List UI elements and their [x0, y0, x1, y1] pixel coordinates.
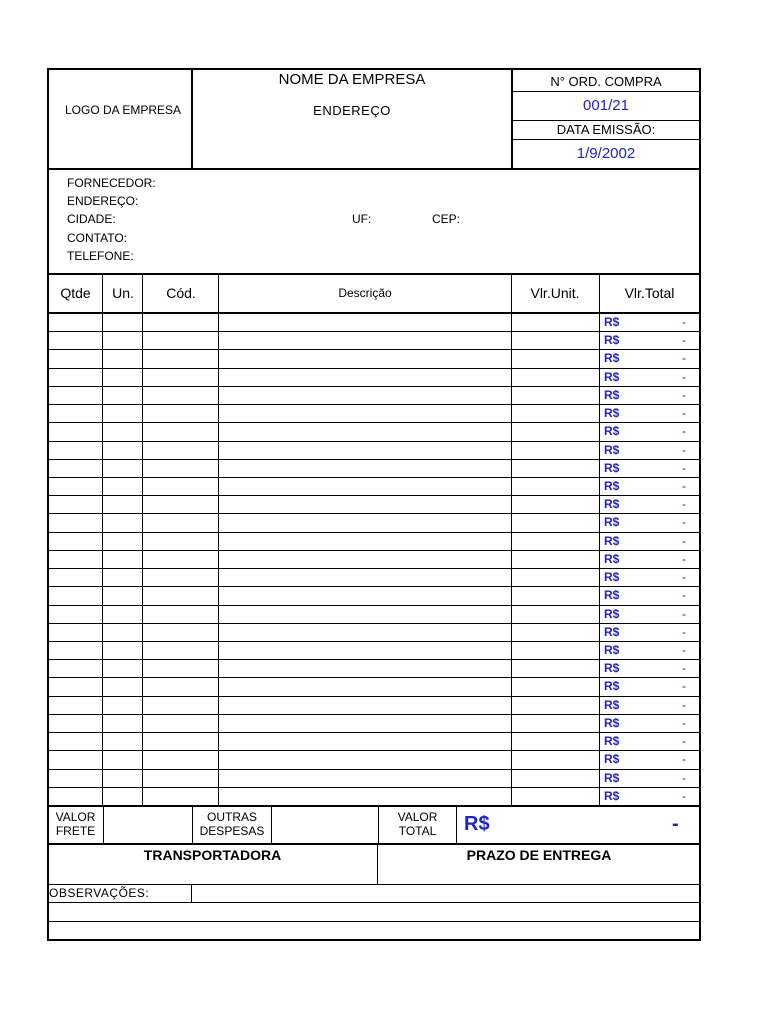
col-vlr-total: Vlr.Total [624, 285, 675, 301]
freight-label-1: VALOR [55, 810, 96, 824]
contact-label: CONTATO: [67, 231, 127, 245]
row-total-value: - [682, 570, 686, 585]
row-total-value: - [682, 351, 686, 366]
supplier-address-label: ENDEREÇO: [67, 194, 139, 208]
other-expenses-label-2: DESPESAS [199, 824, 265, 838]
row-currency: R$ [604, 369, 620, 384]
city-label: CIDADE: [67, 212, 116, 226]
row-currency: R$ [604, 752, 620, 767]
table-row[interactable] [48, 513, 700, 531]
row-total-value: - [682, 315, 686, 329]
carrier-label: TRANSPORTADORA [143, 847, 282, 863]
row-total-value: - [682, 333, 686, 348]
company-logo: LOGO DA EMPRESA [65, 103, 182, 117]
row-currency: R$ [604, 715, 620, 730]
row-total-value: - [682, 387, 686, 402]
other-expenses-field[interactable] [272, 807, 377, 842]
table-row[interactable] [48, 441, 700, 459]
total-label-1: VALOR [397, 810, 438, 824]
row-currency: R$ [604, 351, 620, 366]
other-expenses-label-1: OUTRAS [206, 810, 257, 824]
row-currency: R$ [604, 588, 620, 603]
row-total-value: - [682, 460, 686, 475]
row-total-value: - [682, 752, 686, 767]
row-total-value: - [682, 424, 686, 439]
supplier-label: FORNECEDOR: [67, 176, 156, 190]
table-row[interactable] [48, 495, 700, 513]
freight-value-field[interactable] [104, 807, 191, 842]
row-currency: R$ [604, 661, 620, 676]
col-cod: Cód. [166, 285, 196, 301]
row-total-value: - [682, 497, 686, 512]
table-row[interactable] [48, 787, 700, 805]
state-label: UF: [352, 212, 372, 226]
col-qtde: Qtde [60, 285, 91, 301]
observations-field[interactable] [192, 885, 700, 902]
issue-date-label: DATA EMISSÃO: [556, 122, 656, 137]
row-currency: R$ [604, 442, 620, 457]
row-currency: R$ [604, 734, 620, 749]
row-total-value: - [682, 770, 686, 785]
table-row[interactable] [48, 750, 700, 768]
row-total-value: - [682, 734, 686, 749]
row-currency: R$ [604, 479, 620, 493]
row-currency: R$ [604, 515, 620, 530]
row-currency: R$ [604, 333, 620, 348]
col-descricao: Descrição [338, 286, 392, 300]
total-label-2: TOTAL [398, 824, 437, 838]
row-currency: R$ [604, 424, 620, 439]
row-currency: R$ [604, 551, 620, 566]
row-currency: R$ [604, 497, 620, 512]
company-name: NOME DA EMPRESA [278, 71, 426, 88]
row-currency: R$ [604, 387, 620, 402]
col-un: Un. [112, 285, 134, 301]
order-number-label: N° ORD. COMPRA [550, 74, 662, 89]
table-row[interactable] [48, 732, 700, 750]
row-total-value: - [682, 661, 686, 676]
table-row[interactable] [48, 623, 700, 641]
row-currency: R$ [604, 788, 620, 803]
table-row[interactable] [48, 659, 700, 677]
row-total-value: - [682, 479, 686, 493]
table-row[interactable] [48, 532, 700, 550]
row-total-value: - [682, 588, 686, 603]
row-total-value: - [682, 643, 686, 657]
table-row[interactable] [48, 386, 700, 404]
table-row[interactable] [48, 714, 700, 732]
row-currency: R$ [604, 315, 620, 329]
row-currency: R$ [604, 533, 620, 548]
zip-label: CEP: [432, 212, 461, 226]
row-total-value: - [682, 442, 686, 457]
delivery-term-label: PRAZO DE ENTREGA [466, 847, 612, 863]
table-row[interactable] [48, 477, 700, 495]
row-currency: R$ [604, 643, 620, 657]
row-total-value: - [682, 551, 686, 566]
row-total-value: - [682, 406, 686, 421]
phone-label: TELEFONE: [67, 249, 134, 263]
table-row[interactable] [48, 550, 700, 568]
row-currency: R$ [604, 570, 620, 585]
row-total-value: - [682, 788, 686, 803]
row-currency: R$ [604, 624, 620, 639]
table-row[interactable] [48, 677, 700, 695]
table-row[interactable] [48, 368, 700, 386]
table-row[interactable] [48, 459, 700, 477]
table-row[interactable] [48, 605, 700, 623]
row-currency: R$ [604, 606, 620, 621]
table-row[interactable] [48, 769, 700, 787]
row-currency: R$ [604, 697, 620, 712]
total-value: - [672, 813, 679, 835]
table-row[interactable] [48, 331, 700, 349]
row-total-value: - [682, 606, 686, 621]
company-address: ENDEREÇO [313, 103, 391, 118]
order-number: 001/21 [583, 97, 629, 114]
row-total-value: - [682, 624, 686, 639]
row-currency: R$ [604, 770, 620, 785]
row-total-value: - [682, 533, 686, 548]
table-row[interactable] [48, 422, 700, 440]
row-currency: R$ [604, 460, 620, 475]
row-currency: R$ [604, 406, 620, 421]
table-row[interactable] [48, 349, 700, 367]
observations-label: OBSERVAÇÕES: [49, 886, 150, 900]
row-total-value: - [682, 679, 686, 694]
table-row[interactable] [48, 568, 700, 586]
table-row[interactable] [48, 586, 700, 604]
issue-date: 1/9/2002 [576, 145, 636, 162]
row-total-value: - [682, 515, 686, 530]
table-row[interactable] [48, 313, 700, 331]
col-vlr-unit: Vlr.Unit. [530, 285, 580, 301]
row-total-value: - [682, 697, 686, 712]
row-total-value: - [682, 715, 686, 730]
freight-label-2: FRETE [55, 824, 96, 838]
row-currency: R$ [604, 679, 620, 694]
table-row[interactable] [48, 641, 700, 659]
table-row[interactable] [48, 696, 700, 714]
table-row[interactable] [48, 404, 700, 422]
total-currency: R$ [464, 813, 490, 835]
row-total-value: - [682, 369, 686, 384]
